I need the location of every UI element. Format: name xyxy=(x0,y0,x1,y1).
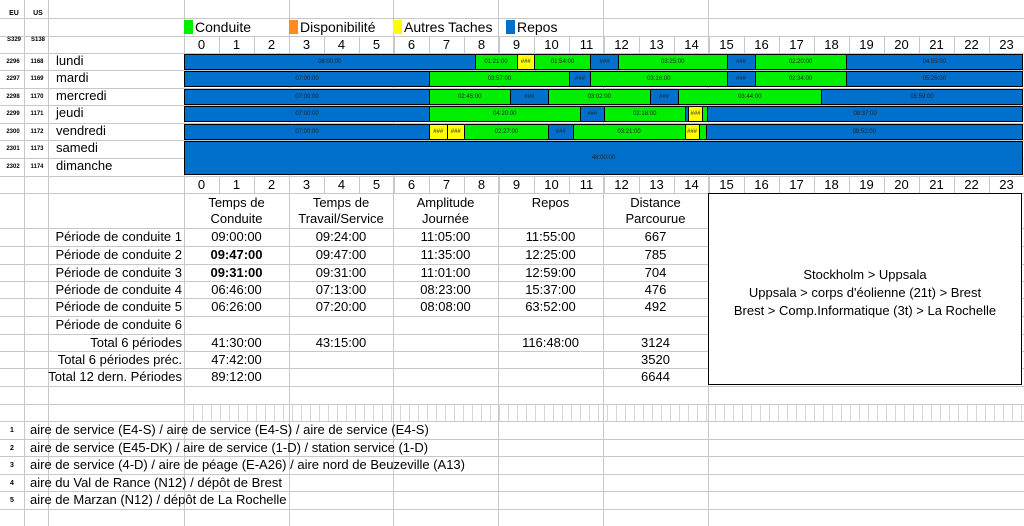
note-number: 5 xyxy=(10,497,14,504)
day-name: jeudi xyxy=(56,105,84,120)
route-line: Stockholm > Uppsala xyxy=(803,267,927,282)
hour-label: 0 xyxy=(197,37,206,52)
hour-label: 3 xyxy=(302,177,311,192)
timeline-segment-repos: 07:00:00 xyxy=(184,71,430,87)
timeline-segment-conduite: 03:21:00 xyxy=(573,124,686,140)
period-label: Période de conduite 6 xyxy=(55,317,182,332)
total-distance: 3124 xyxy=(641,335,670,350)
timeline-segment-repos: 07:00:00 xyxy=(184,124,430,140)
hour-label: 18 xyxy=(824,37,839,52)
timeline-segment-conduite: 02:34:00 xyxy=(755,71,847,87)
hour-label: 6 xyxy=(407,177,416,192)
total-travail: 43:15:00 xyxy=(315,335,367,350)
day-name: lundi xyxy=(56,53,84,68)
timeline-segment-repos: ### xyxy=(569,71,591,87)
route-line: Uppsala > corps d'éolienne (21t) > Brest xyxy=(748,285,982,300)
hour-label: 1 xyxy=(232,37,241,52)
timeline-segment-autres: ### xyxy=(685,124,700,140)
total-label: Total 6 périodes préc. xyxy=(57,352,182,367)
day-eu-code: 2300 xyxy=(6,129,20,135)
period-amplitude: 08:23:00 xyxy=(420,282,471,297)
hour-label: 5 xyxy=(372,37,381,52)
hour-label: 14 xyxy=(684,37,699,52)
day-name: mardi xyxy=(56,70,89,85)
period-travail: 09:31:00 xyxy=(315,265,367,280)
period-distance: 785 xyxy=(644,247,667,262)
timeline-segment-conduite: 03:44:00 xyxy=(678,89,823,105)
timeline-segment-repos: 08:52:00 xyxy=(706,124,1024,140)
hour-label: 1 xyxy=(232,177,241,192)
summary-column-header: Distance Parcourue xyxy=(625,195,686,226)
legend-swatch xyxy=(506,20,515,34)
period-conduite: 06:26:00 xyxy=(211,299,262,314)
hour-label: 2 xyxy=(267,177,276,192)
period-travail: 09:24:00 xyxy=(315,229,367,244)
day-us-code: 1168 xyxy=(30,59,44,65)
hour-label: 8 xyxy=(477,177,486,192)
hour-label: 10 xyxy=(544,177,559,192)
period-conduite: 09:31:00 xyxy=(210,265,263,280)
legend-label: Repos xyxy=(517,19,558,35)
day-us-code: 1172 xyxy=(30,129,44,135)
hour-label: 15 xyxy=(719,177,734,192)
hour-label: 17 xyxy=(789,37,804,52)
period-conduite: 09:47:00 xyxy=(210,247,263,262)
timeline-segment-autres: ### xyxy=(429,124,448,140)
hour-label: 4 xyxy=(337,37,346,52)
period-distance: 476 xyxy=(644,282,667,297)
period-distance: 667 xyxy=(644,229,667,244)
timeline-segment-conduite: 04:20:00 xyxy=(429,106,581,122)
hour-label: 16 xyxy=(754,177,769,192)
hour-label: 20 xyxy=(894,37,909,52)
legend-swatch xyxy=(289,20,298,34)
note-text: aire de service (E4-S) / aire de service (E4-S) / aire de service (E4-S) xyxy=(30,422,429,437)
hour-label: 0 xyxy=(197,177,206,192)
hour-label: 22 xyxy=(964,177,979,192)
hour-label: 22 xyxy=(964,37,979,52)
period-distance: 492 xyxy=(644,299,667,314)
total-distance: 3520 xyxy=(641,352,670,367)
us-header: US xyxy=(33,10,43,17)
hour-label: 12 xyxy=(614,177,629,192)
period-travail: 09:47:00 xyxy=(315,247,367,262)
hour-label: 8 xyxy=(477,37,486,52)
period-label: Période de conduite 3 xyxy=(55,265,182,280)
legend-swatch xyxy=(184,20,193,34)
note-number: 2 xyxy=(10,445,14,452)
day-eu-code: 2301 xyxy=(6,146,20,152)
hour-label: 13 xyxy=(649,177,664,192)
timeline-segment-conduite: 02:27:00 xyxy=(464,124,549,140)
timeline-segment-repos: 48:00:00 xyxy=(184,141,1023,175)
total-conduite: 89:12:00 xyxy=(211,369,262,384)
hour-label: 23 xyxy=(999,177,1014,192)
total-label: Total 6 périodes xyxy=(90,335,182,350)
timeline-segment-repos: 08:37:00 xyxy=(707,106,1023,122)
summary-column-header: Temps de Conduite xyxy=(208,195,265,226)
hour-label: 7 xyxy=(442,177,451,192)
hour-label: 21 xyxy=(929,177,944,192)
period-label: Période de conduite 4 xyxy=(55,282,182,297)
note-text: aire de service (4-D) / aire de péage (E-A26) / aire nord de Beuzeville (A13) xyxy=(30,457,465,472)
timeline-segment-conduite: 02:18:00 xyxy=(604,106,686,122)
total-repos: 116:48:00 xyxy=(522,335,579,350)
day-name: dimanche xyxy=(56,158,113,173)
us-code: S138 xyxy=(30,37,45,43)
hour-label: 19 xyxy=(859,37,874,52)
hour-label: 17 xyxy=(789,177,804,192)
day-us-code: 1170 xyxy=(30,94,44,100)
summary-column-header: Temps de Travail/Service xyxy=(298,195,384,226)
hour-label: 13 xyxy=(649,37,664,52)
timeline-segment-conduite: 03:16:00 xyxy=(590,71,728,87)
note-text: aire de service (E45-DK) / aire de service (1-D) / station service (1-D) xyxy=(30,440,429,455)
day-us-code: 1173 xyxy=(30,146,44,152)
note-text: aire de Marzan (N12) / dépôt de La Rochelle xyxy=(30,492,287,507)
hour-label: 23 xyxy=(999,37,1014,52)
day-eu-code: 2296 xyxy=(6,59,20,65)
period-travail: 07:13:00 xyxy=(315,282,367,297)
hour-label: 20 xyxy=(894,177,909,192)
timeline-segment-conduite: 01:21:00 xyxy=(475,54,518,70)
route-line: Brest > Comp.Informatique (3t) > La Rochelle xyxy=(733,303,997,318)
hour-label: 18 xyxy=(824,177,839,192)
routes-box xyxy=(708,193,1022,385)
hour-label: 5 xyxy=(372,177,381,192)
note-number: 4 xyxy=(10,480,14,487)
hour-label: 11 xyxy=(579,37,594,52)
legend-swatch xyxy=(393,20,402,34)
timeline-segment-autres: ### xyxy=(447,124,466,140)
timeline-segment-conduite: 03:02:00 xyxy=(548,89,651,105)
period-label: Période de conduite 2 xyxy=(55,247,182,262)
period-label: Période de conduite 5 xyxy=(55,299,182,314)
period-label: Période de conduite 1 xyxy=(55,229,182,244)
total-label: Total 12 dern. Périodes xyxy=(48,369,182,384)
period-amplitude: 11:05:00 xyxy=(420,229,471,244)
hour-label: 19 xyxy=(859,177,874,192)
timeline-segment-repos: 04:55:00 xyxy=(846,54,1024,70)
eu-header: EU xyxy=(9,10,19,17)
legend-label: Disponibilité xyxy=(300,19,376,35)
period-travail: 07:20:00 xyxy=(315,299,367,314)
timeline-segment-repos: ### xyxy=(510,89,550,105)
day-eu-code: 2299 xyxy=(6,111,20,117)
timeline-segment-conduite: 01:54:00 xyxy=(534,54,591,70)
summary-column-header: Repos xyxy=(531,195,570,210)
hour-label: 4 xyxy=(337,177,346,192)
timeline-segment-repos: 07:00:00 xyxy=(184,89,430,105)
period-repos: 11:55:00 xyxy=(525,229,576,244)
hour-label: 2 xyxy=(267,37,276,52)
hour-label: 14 xyxy=(684,177,699,192)
period-amplitude: 11:35:00 xyxy=(420,247,471,262)
day-us-code: 1174 xyxy=(30,164,44,170)
timeline-segment-repos: ### xyxy=(650,89,679,105)
timeline-segment-repos: ### xyxy=(727,71,756,87)
eu-code: S329 xyxy=(6,37,21,43)
timeline-segment-conduite: 03:57:00 xyxy=(429,71,570,87)
timeline-segment-conduite: 03:25:00 xyxy=(618,54,728,70)
period-repos: 12:25:00 xyxy=(525,247,576,262)
timeline-segment-repos: ### xyxy=(548,124,574,140)
hour-label: 6 xyxy=(407,37,416,52)
timeline-segment-autres: ### xyxy=(517,54,536,70)
period-repos: 12:59:00 xyxy=(525,265,576,280)
hour-label: 7 xyxy=(442,37,451,52)
legend-label: Autres Taches xyxy=(404,19,493,35)
hour-label: 15 xyxy=(719,37,734,52)
hour-label: 3 xyxy=(302,37,311,52)
day-name: mercredi xyxy=(56,88,107,103)
timeline-segment-conduite: 02:45:00 xyxy=(429,89,511,105)
day-us-code: 1171 xyxy=(30,111,44,117)
summary-column-header: Amplitude Journée xyxy=(416,195,475,226)
note-number: 1 xyxy=(10,427,14,434)
day-eu-code: 2302 xyxy=(6,164,20,170)
hour-label: 12 xyxy=(614,37,629,52)
period-repos: 15:37:00 xyxy=(525,282,576,297)
timeline-segment-repos: ### xyxy=(580,106,606,122)
timeline-segment-repos: ### xyxy=(727,54,756,70)
period-conduite: 09:00:00 xyxy=(211,229,262,244)
day-eu-code: 2298 xyxy=(6,94,20,100)
timeline-segment-repos: 05:59:00 xyxy=(821,89,1023,105)
legend-label: Conduite xyxy=(195,19,252,35)
day-us-code: 1169 xyxy=(30,76,44,82)
hour-label: 21 xyxy=(929,37,944,52)
hour-label: 9 xyxy=(512,37,521,52)
period-repos: 63:52:00 xyxy=(525,299,576,314)
timeline-segment-repos: 05:25:00 xyxy=(846,71,1024,87)
hour-label: 11 xyxy=(579,177,594,192)
period-amplitude: 11:01:00 xyxy=(420,265,471,280)
hour-label: 10 xyxy=(544,37,559,52)
hour-label: 16 xyxy=(754,37,769,52)
note-text: aire du Val de Rance (N12) / dépôt de Brest xyxy=(30,475,282,490)
timeline-segment-repos: 08:00:00 xyxy=(184,54,476,70)
timeline-segment-repos: ### xyxy=(590,54,619,70)
day-eu-code: 2297 xyxy=(6,76,20,82)
timeline-segment-conduite: 02:20:00 xyxy=(755,54,847,70)
total-distance: 6644 xyxy=(641,369,670,384)
timeline-segment-autres: ### xyxy=(688,106,703,122)
period-distance: 704 xyxy=(644,265,667,280)
period-conduite: 06:46:00 xyxy=(211,282,262,297)
hour-label: 9 xyxy=(512,177,521,192)
day-name: vendredi xyxy=(56,123,106,138)
day-name: samedi xyxy=(56,140,98,155)
timeline-segment-repos: 07:00:00 xyxy=(184,106,430,122)
total-conduite: 47:42:00 xyxy=(211,352,262,367)
total-conduite: 41:30:00 xyxy=(211,335,262,350)
period-amplitude: 08:08:00 xyxy=(420,299,471,314)
note-number: 3 xyxy=(10,462,14,469)
